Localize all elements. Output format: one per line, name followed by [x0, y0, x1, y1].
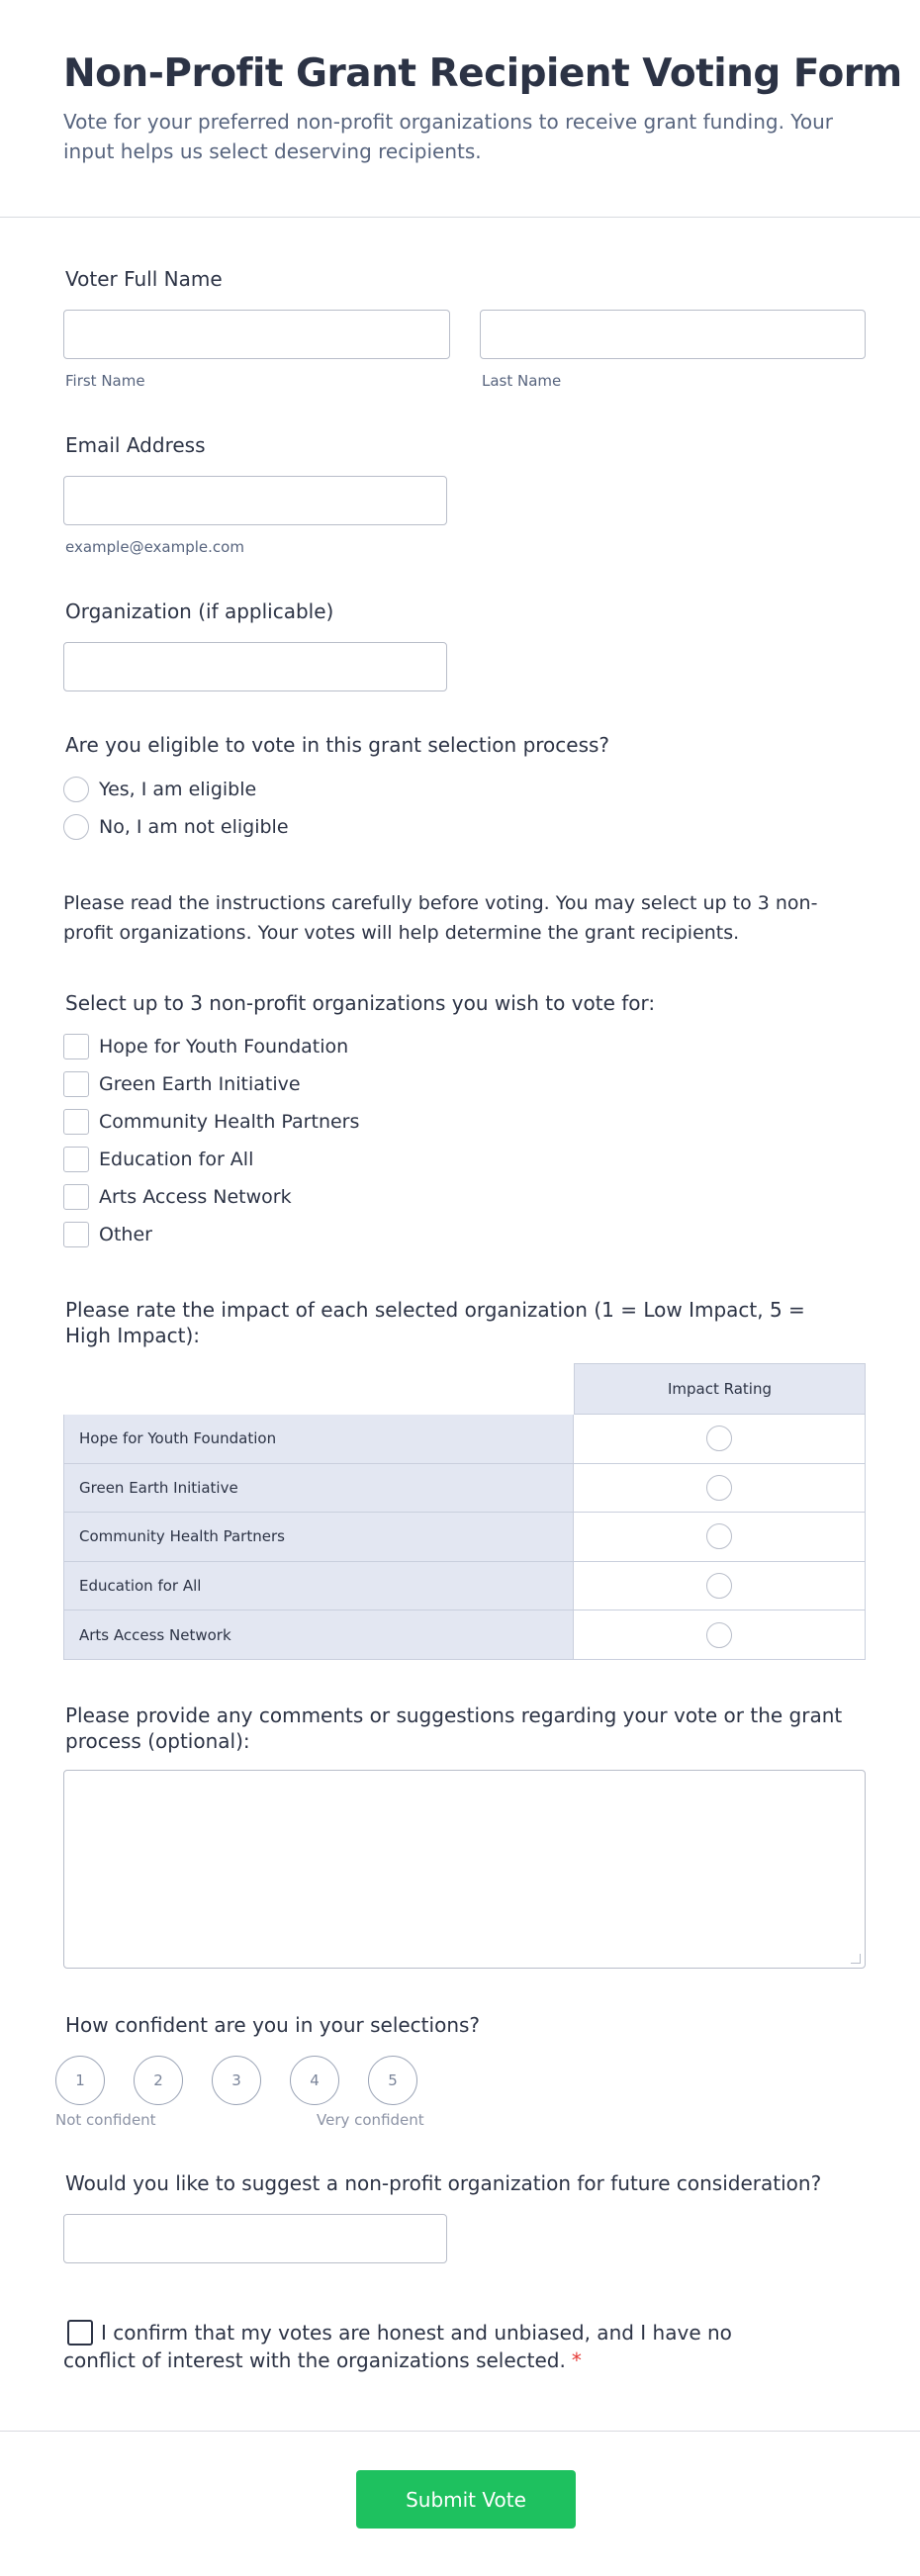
- email-sublabel: example@example.com: [65, 538, 244, 556]
- voter-name-label: Voter Full Name: [65, 267, 223, 291]
- suggest-label: Would you like to suggest a non-profit organization for future consideration?: [65, 2171, 822, 2195]
- submit-button[interactable]: Submit Vote: [356, 2470, 576, 2529]
- organization-input[interactable]: [63, 642, 447, 691]
- option-label: Green Earth Initiative: [99, 1073, 301, 1095]
- rating-radio[interactable]: [706, 1573, 732, 1599]
- vote-option-arts-access[interactable]: [63, 1183, 292, 1211]
- matrix-cell: [574, 1562, 866, 1611]
- comments-textarea[interactable]: [63, 1770, 866, 1969]
- option-label: Education for All: [99, 1149, 254, 1170]
- vote-select-label: Select up to 3 non-profit organizations you wish to vote for:: [65, 991, 656, 1015]
- impact-matrix: [63, 1363, 866, 1660]
- matrix-row-label: Arts Access Network: [63, 1610, 574, 1660]
- impact-label: Please rate the impact of each selected organization (1 = Low Impact, 5 = High Impact):: [65, 1298, 805, 1347]
- matrix-row: [63, 1513, 866, 1562]
- required-mark: *: [571, 2348, 582, 2372]
- checkbox[interactable]: [63, 1071, 89, 1097]
- matrix-row: [63, 1464, 866, 1514]
- comments-label: Please provide any comments or suggestions regarding your vote or the grant process (optional):: [65, 1703, 843, 1753]
- matrix-row-label: Education for All: [63, 1562, 574, 1611]
- vote-option-other[interactable]: [63, 1221, 152, 1248]
- confidence-option-1[interactable]: 1: [55, 2056, 105, 2105]
- matrix-row-label: Hope for Youth Foundation: [63, 1415, 574, 1464]
- vote-option-green-earth[interactable]: [63, 1070, 301, 1098]
- radio-button[interactable]: [63, 777, 89, 802]
- rating-radio[interactable]: [706, 1523, 732, 1549]
- confirm-text: I confirm that my votes are honest and unbiased, and I have no conflict of interest with the organizations selected.: [63, 2321, 732, 2372]
- radio-button[interactable]: [63, 814, 89, 840]
- matrix-row-label: Green Earth Initiative: [63, 1464, 574, 1514]
- form-subtitle: Vote for your preferred non-profit organizations to receive grant funding. Your input helps us select deserving recipients.: [63, 110, 833, 163]
- instructions-text: Please read the instructions carefully before voting. You may select up to 3 non-profit organizations. Your votes will help determine the grant recipients.: [63, 892, 818, 944]
- eligibility-option-no[interactable]: [63, 813, 289, 841]
- checkbox[interactable]: [63, 1034, 89, 1059]
- header-divider: [0, 217, 920, 218]
- eligibility-option-yes[interactable]: [63, 776, 256, 803]
- confidence-option-2[interactable]: 2: [134, 2056, 183, 2105]
- suggest-input[interactable]: [63, 2214, 447, 2263]
- first-name-input[interactable]: [63, 310, 450, 359]
- confidence-low-label: Not confident: [55, 2111, 156, 2129]
- checkbox[interactable]: [63, 1184, 89, 1210]
- matrix-cell: [574, 1513, 866, 1562]
- matrix-cell: [574, 1610, 866, 1660]
- confidence-high-label: Very confident: [317, 2111, 424, 2129]
- checkbox[interactable]: [63, 1109, 89, 1135]
- rating-radio[interactable]: [706, 1426, 732, 1451]
- rating-radio[interactable]: [706, 1475, 732, 1501]
- matrix-row: [63, 1562, 866, 1611]
- impact-column-header: Impact Rating: [574, 1363, 866, 1415]
- footer-divider: [0, 2431, 920, 2432]
- confidence-option-3[interactable]: 3: [212, 2056, 261, 2105]
- matrix-row: [63, 1415, 866, 1464]
- matrix-cell: [574, 1415, 866, 1464]
- last-name-input[interactable]: [480, 310, 866, 359]
- email-input[interactable]: [63, 476, 447, 525]
- rating-radio[interactable]: [706, 1622, 732, 1648]
- option-label: Community Health Partners: [99, 1111, 360, 1133]
- vote-option-hope-for-youth[interactable]: [63, 1033, 348, 1060]
- checkbox[interactable]: [63, 1147, 89, 1172]
- matrix-row-label: Community Health Partners: [63, 1513, 574, 1562]
- checkbox[interactable]: [63, 1222, 89, 1247]
- form-title: Non-Profit Grant Recipient Voting Form: [63, 51, 902, 96]
- first-name-sublabel: First Name: [65, 372, 145, 390]
- confidence-option-5[interactable]: 5: [368, 2056, 417, 2105]
- option-label: Arts Access Network: [99, 1186, 292, 1208]
- vote-option-community-health[interactable]: [63, 1108, 359, 1136]
- organization-label: Organization (if applicable): [65, 599, 334, 623]
- email-label: Email Address: [65, 433, 206, 457]
- option-label: Yes, I am eligible: [99, 779, 257, 800]
- eligibility-label: Are you eligible to vote in this grant selection process?: [65, 733, 610, 757]
- confirm-checkbox[interactable]: [67, 2320, 93, 2346]
- option-label: Hope for Youth Foundation: [99, 1036, 349, 1058]
- confidence-option-4[interactable]: 4: [290, 2056, 339, 2105]
- vote-option-education-for-all[interactable]: [63, 1146, 253, 1173]
- last-name-sublabel: Last Name: [482, 372, 562, 390]
- matrix-row: [63, 1610, 866, 1660]
- confidence-label: How confident are you in your selections?: [65, 2013, 481, 2037]
- confirm-field[interactable]: [63, 2319, 795, 2374]
- option-label: Other: [99, 1224, 152, 1245]
- option-label: No, I am not eligible: [99, 816, 289, 838]
- resize-handle-icon[interactable]: [851, 1954, 861, 1964]
- matrix-cell: [574, 1464, 866, 1514]
